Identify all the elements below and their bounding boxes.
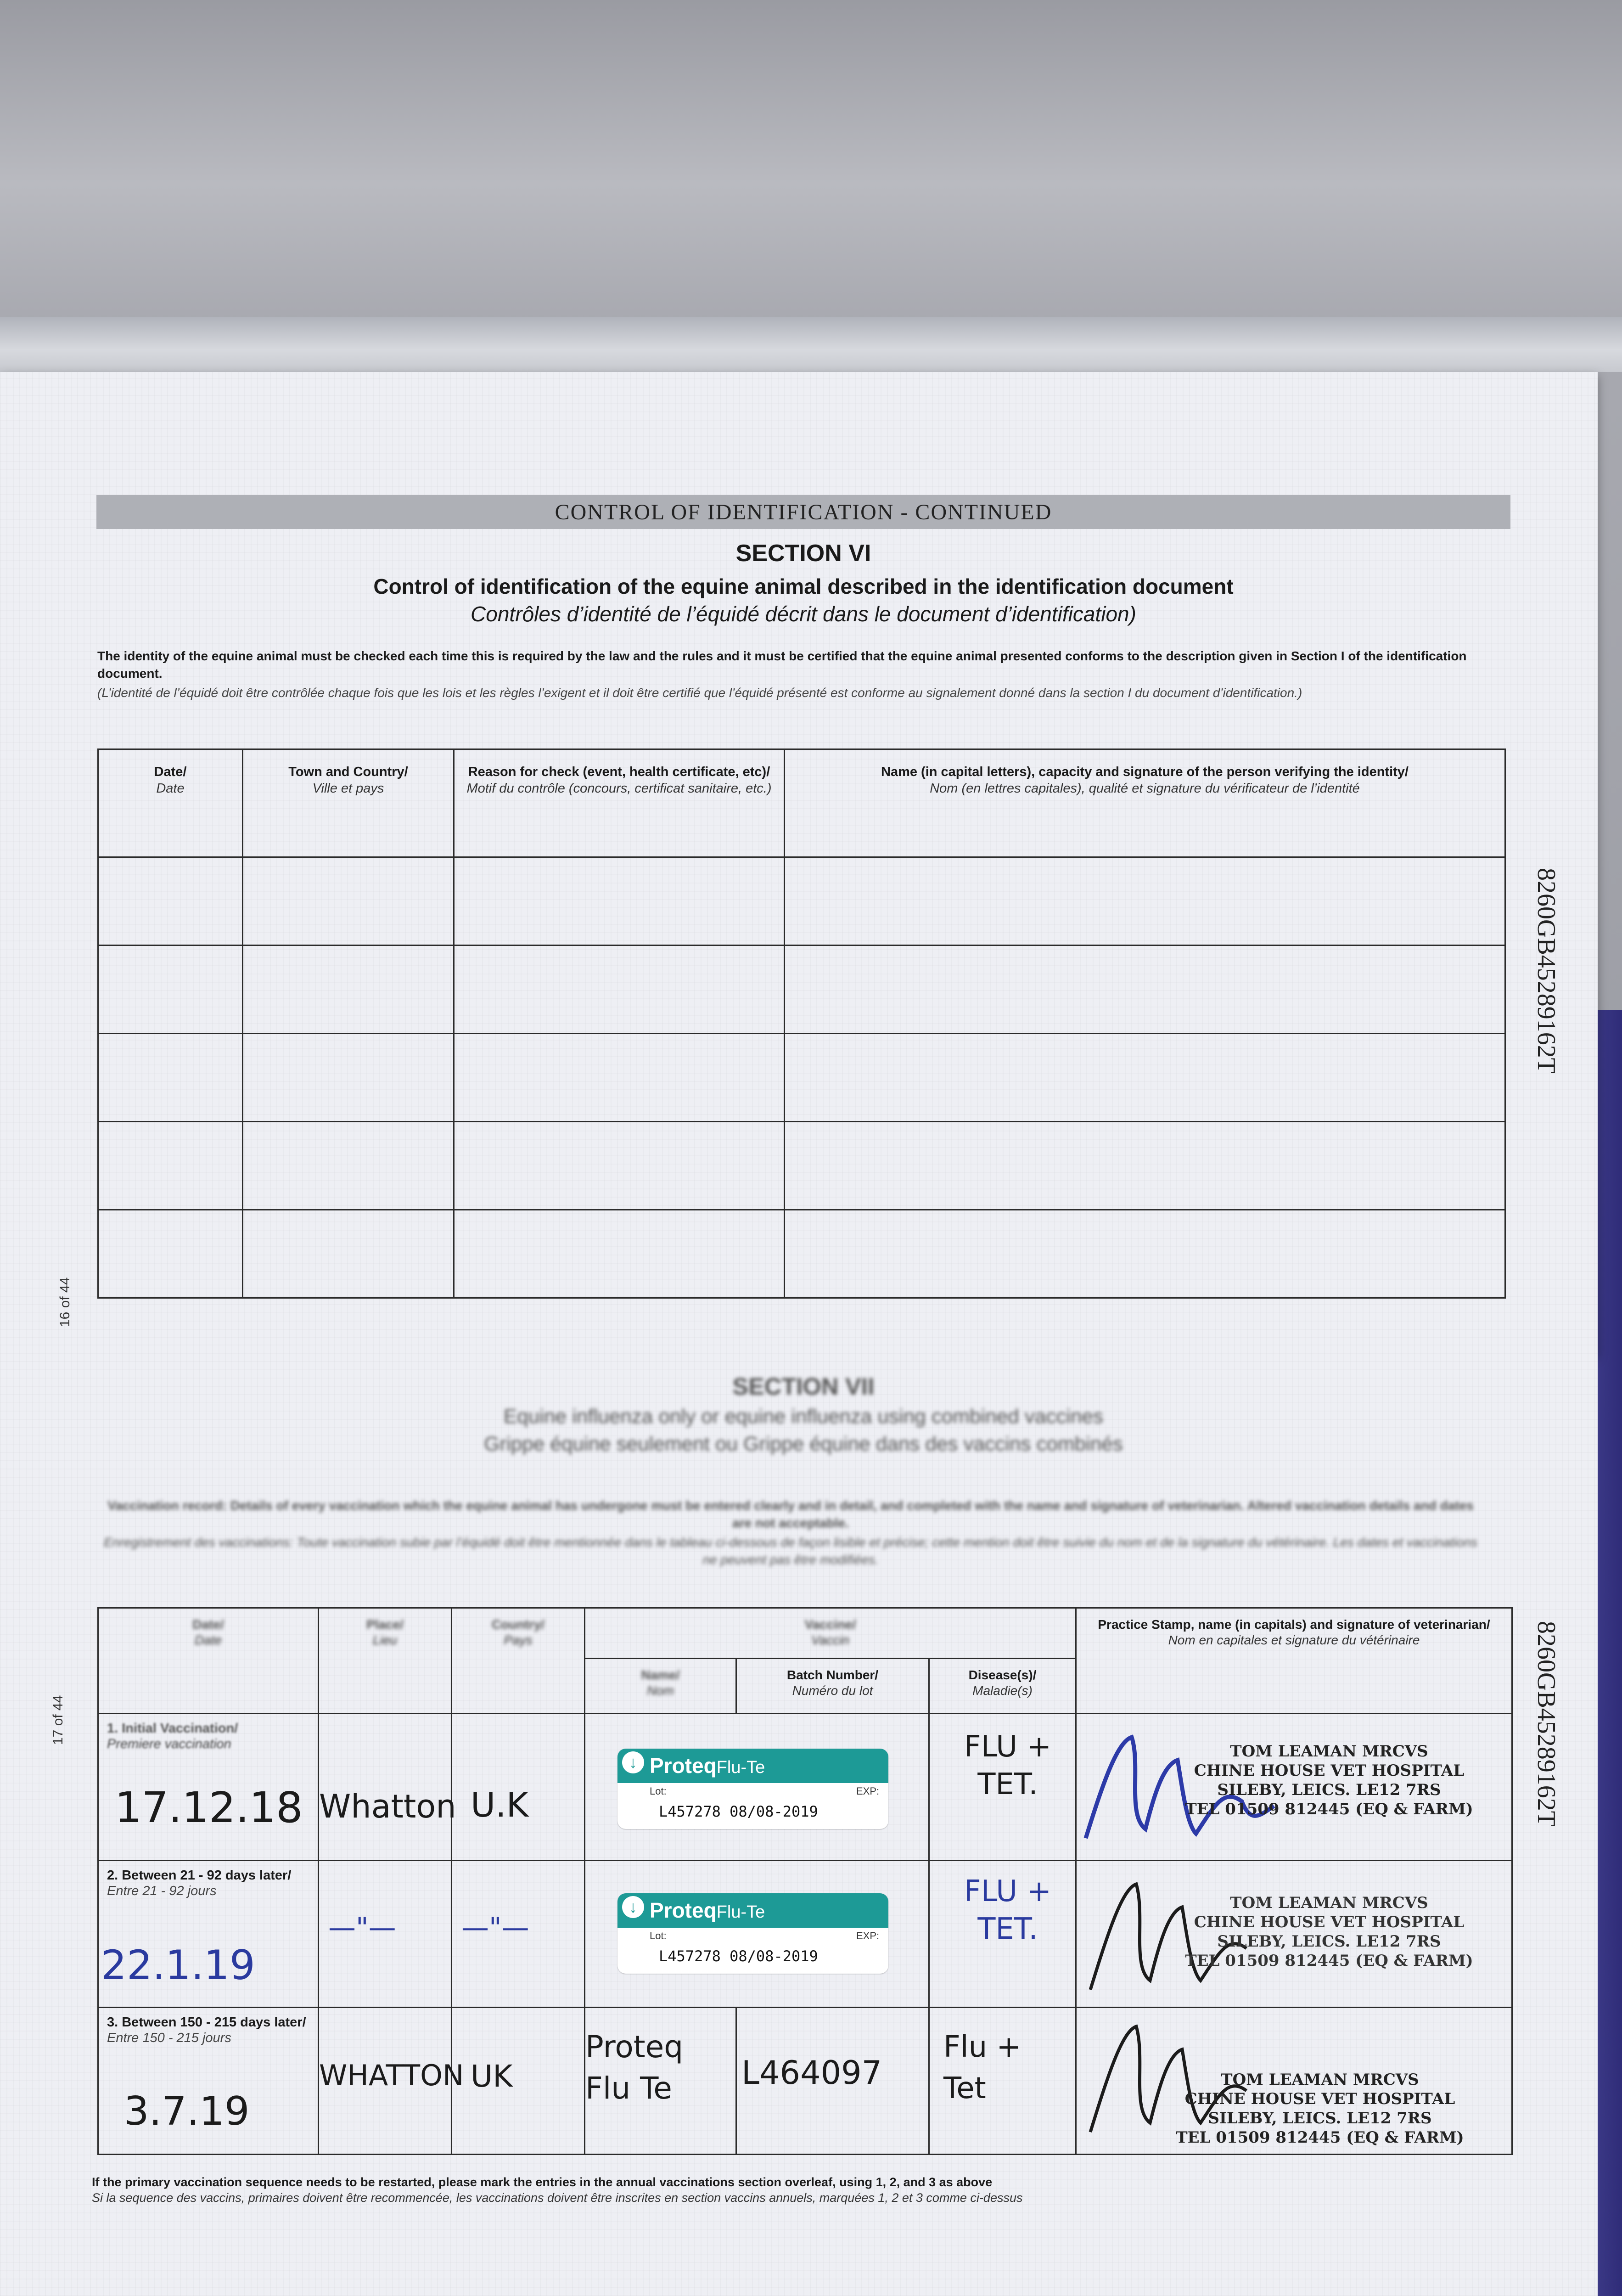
table-row bbox=[98, 1861, 1512, 2008]
handwritten-country: —"— bbox=[461, 1912, 529, 1944]
instructions: Vaccination record: Details of every vaccination which the equine animal has undergone must be entered clearly and in detail, and completed with the name and signature of veterinarian. Altered vaccination details and dates are not acceptable. bbox=[107, 1498, 1474, 1530]
section-heading: SECTION VI bbox=[735, 540, 871, 567]
cell-vaccine-sticker bbox=[585, 1861, 929, 2008]
handwritten-disease: FLU + TET. bbox=[964, 1730, 1052, 1801]
cell-disease bbox=[929, 1714, 1076, 1861]
table-row bbox=[98, 1714, 1512, 1861]
table-row bbox=[98, 1122, 1505, 1210]
handwritten-date: 22.1.19 bbox=[101, 1941, 255, 1989]
drop-arrow-icon: ↓ bbox=[622, 1896, 644, 1918]
handwritten-country: UK bbox=[471, 2059, 513, 2094]
header-band bbox=[96, 495, 1510, 529]
handwritten-vaccine-name: Proteq Flu Te bbox=[585, 2029, 684, 2106]
table-row bbox=[98, 1034, 1505, 1122]
cell-vet bbox=[1076, 1861, 1512, 2008]
table-row bbox=[98, 2008, 1512, 2155]
handwritten-disease: Flu + Tet bbox=[943, 2030, 1021, 2105]
cell-vet bbox=[1076, 1714, 1512, 1861]
col-disease: Disease(s)/ Maladie(s) bbox=[929, 1659, 1076, 1714]
col-reason: Reason for check (event, health certificate, etc)/ Motif du contrôle (concours, certificat sanitaire, etc.) bbox=[454, 749, 785, 857]
vaccine-sticker: ↓ ProteqFlu-Te Lot: EXP: L457278 08/08-2019 bbox=[617, 1893, 888, 1974]
cell-disease bbox=[929, 1861, 1076, 2008]
table-row bbox=[98, 945, 1505, 1034]
table-row bbox=[98, 1210, 1505, 1298]
cell-batch bbox=[736, 2008, 929, 2155]
vet-stamp: TOM LEAMAN MRCVS CHINE HOUSE VET HOSPITAL SILEBY, LEICS. LE12 7RS TEL 01509 812445 (EQ & FARM) bbox=[1176, 2071, 1464, 2147]
instructions: The identity of the equine animal must be checked each time this is required by the law and the rules and it must be certified that the equine animal presented conforms to the description given in Section I of the identification document. bbox=[97, 649, 1467, 681]
col-place: Place/ Lieu bbox=[319, 1608, 452, 1714]
vet-stamp: TOM LEAMAN MRCVS CHINE HOUSE VET HOSPITAL SILEBY, LEICS. LE12 7RS TEL 01509 812445 (EQ & FARM) bbox=[1185, 1742, 1473, 1818]
cell-date: 1. Initial Vaccination/ Premiere vaccination 17.12.18 bbox=[98, 1714, 319, 1861]
passport-number: 8260GB45289162T bbox=[1532, 1621, 1560, 1827]
cell-vet bbox=[1076, 2008, 1512, 2155]
handwritten-place: —"— bbox=[328, 1912, 396, 1944]
instructions-fr: Enregistrement des vaccinations: Toute vaccination subie par l’équidé doit être mentionnée dans le tableau ci-dessous de façon lisible et précise; cette mention doit être suivie du nom et de la signature du vétérinaire. Les dates et vaccinations ne peuvent pas être modifiées. bbox=[103, 1535, 1478, 1567]
cell-disease bbox=[929, 2008, 1076, 2155]
col-date: Date/ Date bbox=[98, 1608, 319, 1714]
vaccination-table bbox=[97, 1607, 1513, 2155]
identity-check-table bbox=[97, 748, 1506, 1299]
cell-country bbox=[452, 1714, 585, 1861]
handwritten-date: 3.7.19 bbox=[124, 2088, 250, 2134]
handwritten-country: U.K bbox=[471, 1785, 529, 1825]
page-16 bbox=[0, 372, 1598, 1355]
footnote: If the primary vaccination sequence needs to be restarted, please mark the entries in the annual vaccinations section overleaf, using 1, 2, and 3 as above Si la sequence des vaccins, primaires doivent être recommencée, les vaccinations doivent être inscrites en section vaccins annuels, marquées 1, 2 et 3 comme ci-dessus bbox=[92, 2175, 1023, 2205]
handwritten-place: Whatton bbox=[319, 1788, 456, 1825]
plastic-cover-edge bbox=[0, 317, 1622, 372]
col-country: Country/ Pays bbox=[452, 1608, 585, 1714]
table-header-row bbox=[98, 749, 1505, 857]
cell-date: 2. Between 21 - 92 days later/ Entre 21 - 92 jours 22.1.19 bbox=[98, 1861, 319, 2008]
cell-vaccine-sticker bbox=[585, 1714, 929, 1861]
handwritten-disease: FLU + TET. bbox=[964, 1874, 1052, 1946]
section-heading: SECTION VII bbox=[732, 1373, 875, 1400]
col-vet: Practice Stamp, name (in capitals) and signature of veterinarian/ Nom en capitales et signature du vétérinaire bbox=[1076, 1608, 1512, 1714]
cell-vaccine-name bbox=[585, 2008, 736, 2155]
handwritten-batch: L464097 bbox=[741, 2054, 882, 2092]
section-title: Equine influenza only or equine influenza using combined vaccines bbox=[503, 1405, 1104, 1428]
passport-number: 8260GB45289162T bbox=[1532, 868, 1560, 1074]
cell-date: 3. Between 150 - 215 days later/ Entre 150 - 215 jours 3.7.19 bbox=[98, 2008, 319, 2155]
table-header-row bbox=[98, 1608, 1512, 1659]
col-batch: Batch Number/ Numéro du lot bbox=[736, 1659, 929, 1714]
page-number: 16 of 44 bbox=[57, 1277, 73, 1327]
vet-stamp: TOM LEAMAN MRCVS CHINE HOUSE VET HOSPITAL SILEBY, LEICS. LE12 7RS TEL 01509 812445 (EQ & FARM) bbox=[1185, 1894, 1473, 1970]
section-title-fr: Grippe équine seulement ou Grippe équine dans des vaccins combinés bbox=[484, 1433, 1123, 1455]
section-title-fr: Contrôles d’identité de l’équidé décrit dans le document d’identification) bbox=[471, 602, 1136, 626]
col-vaccine: Vaccine/ Vaccin bbox=[585, 1608, 1076, 1659]
instructions-fr: (L’identité de l’équidé doit être contrôlée chaque fois que les lois et les règles l’exigent et il doit être certifié que l’équidé présenté est conforme au signalement donné dans la section I du document d’identification.) bbox=[97, 686, 1302, 700]
header-band-text: CONTROL OF IDENTIFICATION - CONTINUED bbox=[555, 500, 1052, 524]
section-title: Control of identification of the equine animal described in the identification document bbox=[373, 574, 1234, 598]
table-row bbox=[98, 857, 1505, 945]
col-verifier: Name (in capital letters), capacity and signature of the person verifying the identity/ Nom (en lettres capitales), qualité et signature du vérificateur de l’identité bbox=[785, 749, 1505, 857]
handwritten-date: 17.12.18 bbox=[115, 1783, 303, 1832]
cell-country bbox=[452, 1861, 585, 2008]
vaccine-sticker: ↓ ProteqFlu-Te Lot: EXP: L457278 08/08-2019 bbox=[617, 1749, 888, 1829]
col-town-country: Town and Country/ Ville et pays bbox=[243, 749, 454, 857]
col-name: Name/ Nom bbox=[585, 1659, 736, 1714]
drop-arrow-icon: ↓ bbox=[622, 1751, 644, 1773]
cell-country bbox=[452, 2008, 585, 2155]
handwritten-place: WHATTON bbox=[319, 2059, 464, 2092]
cell-place bbox=[319, 2008, 464, 2155]
col-date: Date/ Date bbox=[98, 749, 243, 857]
cell-place bbox=[319, 1714, 456, 1861]
page-number: 17 of 44 bbox=[51, 1695, 66, 1745]
cell-place bbox=[319, 1861, 452, 2008]
